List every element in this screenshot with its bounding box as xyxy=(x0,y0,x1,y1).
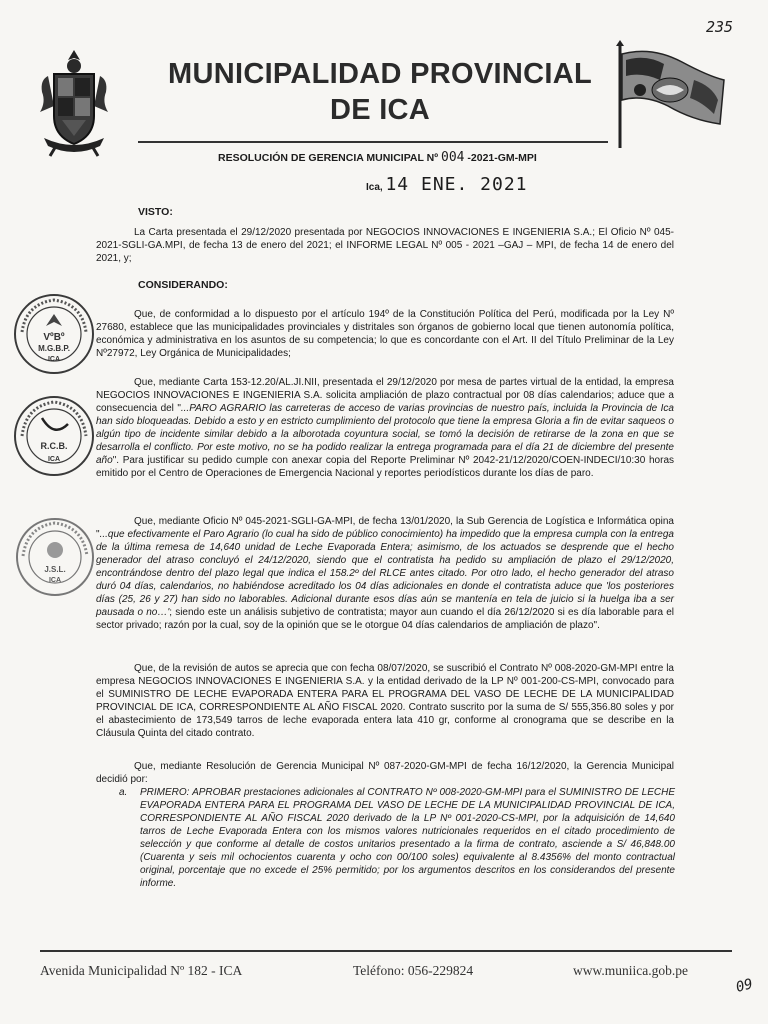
paragraph-3-intro: Que, mediante Oficio Nº 045-2021-SGLI-GA-MPI, de fecha 13/01/2020, la Sub Gerencia de Logística e Informática opina " xyxy=(96,516,674,540)
resolution-number-handwritten: 004 xyxy=(441,150,465,165)
paragraph-2-intro: Que, mediante Carta 153-12.20/AL.JI.NII, presentada el 29/12/2020 por mesa de partes virtual de la entidad, la empresa NEGOCIOS INNOVACIONES E INGENIERIA S.A. solicita ampliación de plazo contractual por 08 días calendarios; aduce que a consecuencia del " xyxy=(96,377,674,414)
coat-of-arms-emblem xyxy=(34,46,114,158)
considerando-paragraph-2 xyxy=(96,376,674,480)
considerando-paragraph-4: Que, de la revisión de autos se aprecia que con fecha 08/07/2020, se suscribió el Contrato Nº 008-2020-GM-MPI entre la empresa NEGOCIOS INNOVACIONES E INGENIERIA S.A. y la entidad derivado de la LP Nº 001-200-CS-MPI, convocado para el SUMINISTRO DE LECHE EVAPORADA ENTERA PARA EL PROGRAMA DEL VASO DE LECHE DE LA MUNICIPALIDAD PROVINCIAL DE ICA, CORRESPONDIENTE AL AÑO FISCAL 2020. Contrato suscrito por la suma de S/ 555,356.80 soles y por el abastecimiento de 173,549 tarros de leche evaporada entera lata 410 gr, conforme al cronograma que se describe en la Cláusula Quinta del citado contrato. xyxy=(96,663,674,739)
date-prefix: Ica, xyxy=(366,182,383,193)
approval-stamp-asesoria-juridica xyxy=(14,516,96,598)
institution-title: MUNICIPALIDAD PROVINCIAL DE ICA xyxy=(168,58,592,126)
paragraph-3-quote: ...que efectivamente el Paro Agrario (lo cual ha sido de público conocimiento) ha impedido que la empresa cumpla con la entrega de la última remesa de 14,640 unidad de Leche Evaporada Entera; asimismo, de los actuados se desprende que el hecho generador del atraso concluyó el 24/12/2020, siendo que el contratista ha pedido su ampliación de plazo el 29/12/2020, encontrándose dentro del plazo legal que indica el 158.2º del RLCE antes citado. Por otro lado, el hecho generador del atraso duró 04 días, calendarios, no habiéndose acreditado los 04 días adicionales en donde el contratista aduce que 'los posteriores días (25, 26 y 27) han sido no laborables. Adicional durante esos días aún se mantenía en tela de juicio si la huelga iba a ser pausada o no…' xyxy=(96,529,674,618)
svg-text:M.G.B.P.: M.G.B.P. xyxy=(38,344,70,353)
footer-website: www.muniica.gob.pe xyxy=(573,963,688,978)
svg-text:J.S.L.: J.S.L. xyxy=(44,565,66,574)
city-flag-emblem xyxy=(612,40,728,150)
list-item-a xyxy=(119,786,675,890)
svg-text:ICA: ICA xyxy=(47,356,61,363)
considerando-paragraph-3 xyxy=(96,515,674,632)
handwritten-page-number: 235 xyxy=(706,18,734,36)
footer-phone: Teléfono: 056-229824 xyxy=(353,963,474,978)
footer-address: Avenida Municipalidad Nº 182 - ICA xyxy=(40,963,243,978)
svg-text:ICA: ICA xyxy=(47,456,61,463)
paragraph-3-close: ; siendo este un análisis subjetivo de contratista; mayor aun cuando el día 26/12/2020 si es día laborable para el sector privado; razón por la cual, soy de la opinión que se le otorgue 04 días calendarios de ampliación de plazo". xyxy=(96,607,674,631)
resolution-suffix: -2021-GM-MPI xyxy=(467,152,537,164)
list-item-text: PRIMERO: APROBAR prestaciones adicionales al CONTRATO Nº 008-2020-GM-MPI para el SUMINISTRO DE LECHE EVAPORADA ENTERA PARA EL PROGRAMA DEL VASO DE LECHE DE LA MUNICIPALIDAD PROVINCIAL DE ICA, CORRESPONDIENTE AL AÑO FISCAL 2020 derivado de la LP Nº 001-2020-CS-MPI, por la adquisición de 14,640 tarros de Leche Evaporada Entera con los mismos valores nutricionales requeridos en el citado procedimiento de selección y que conforme al detalle de costos unitarios presentado a la firma de contrato, asciende a S/ 46,848.00 (Cuarenta y seis mil ochocientos cuarenta y ocho con 00/100 soles) equivalente al 8.4356% del monto contractual original, porcentaje que no excede el 25% permitido; por los argumentos descritos en los considerandos del presente informe. xyxy=(140,787,675,889)
visto-paragraph: La Carta presentada el 29/12/2020 presentada por NEGOCIOS INNOVACIONES E INGENIERIA S.A.; El Oficio Nº 045-2021-SGLI-GA.MPI, de fecha 13 de enero del 2021; el INFORME LEGAL Nº 005 - 2021 –GAJ – MPI, de fecha 14 de enero del 2021, y; xyxy=(96,227,674,264)
footer-divider xyxy=(40,950,732,952)
visto-heading: VISTO: xyxy=(138,206,173,218)
approval-stamp-gerencia-municipal xyxy=(12,292,96,376)
approval-stamp-gerencia-administracion xyxy=(12,394,96,478)
svg-text:R.C.B.: R.C.B. xyxy=(40,441,68,451)
date-stamp: 14 ENE. 2021 xyxy=(385,174,528,195)
paragraph-2-quote: ...PARO AGRARIO las carreteras de acceso de varias provincias de nuestro país, incluida la Provincia de Ica han sido bloqueadas. Debido a esto y en estricto cumplimiento del protocolo que tiene la empresa Gloria a fin de evitar saqueos o algún tipo de incidente similar debido a la alborotada coyuntura social, se tomó la decisión de retirarse de la zona en que se desarrolla el conflicto. Por este motivo, no se ha podido realizar la entrega programada para el día 21 de diciembre del presente año xyxy=(96,403,674,466)
title-divider xyxy=(138,141,608,143)
resolution-number-line xyxy=(218,150,638,165)
considerando-heading: CONSIDERANDO: xyxy=(138,279,228,291)
resolution-label: RESOLUCIÓN DE GERENCIA MUNICIPAL Nº xyxy=(218,152,439,164)
paragraph-2-close: ". Para justificar su pedido cumple con anexar copia del Reporte Preliminar Nº 2042-21/12/2020/COEN-INDECI/10:30 horas emitido por el Centro de Operaciones de Emergencia Nacional y reportes periodísticos durante los días de paro. xyxy=(96,455,674,479)
considerando-paragraph-5: Que, mediante Resolución de Gerencia Municipal Nº 087-2020-GM-MPI de fecha 16/12/2020, la Gerencia Municipal decidió por: xyxy=(96,761,674,785)
handwritten-folio-number: 09 xyxy=(734,976,755,996)
svg-text:ICA: ICA xyxy=(48,577,62,584)
svg-text:VºBº: VºBº xyxy=(43,332,65,343)
considerando-paragraph-1: Que, de conformidad a lo dispuesto por el artículo 194º de la Constitución Política del Perú, modificada por la Ley Nº 27680, establece que las municipalidades provinciales y distritales son órganos de gobierno local que tienen autonomía política, económica y administrativa en los asuntos de su competencia; lo que es concordante con el Art. II del Título Preliminar de la Ley Nº27972, Ley Orgánica de Municipalidades; xyxy=(96,309,674,359)
list-item-marker: a. xyxy=(119,787,128,798)
date-line xyxy=(366,174,528,195)
